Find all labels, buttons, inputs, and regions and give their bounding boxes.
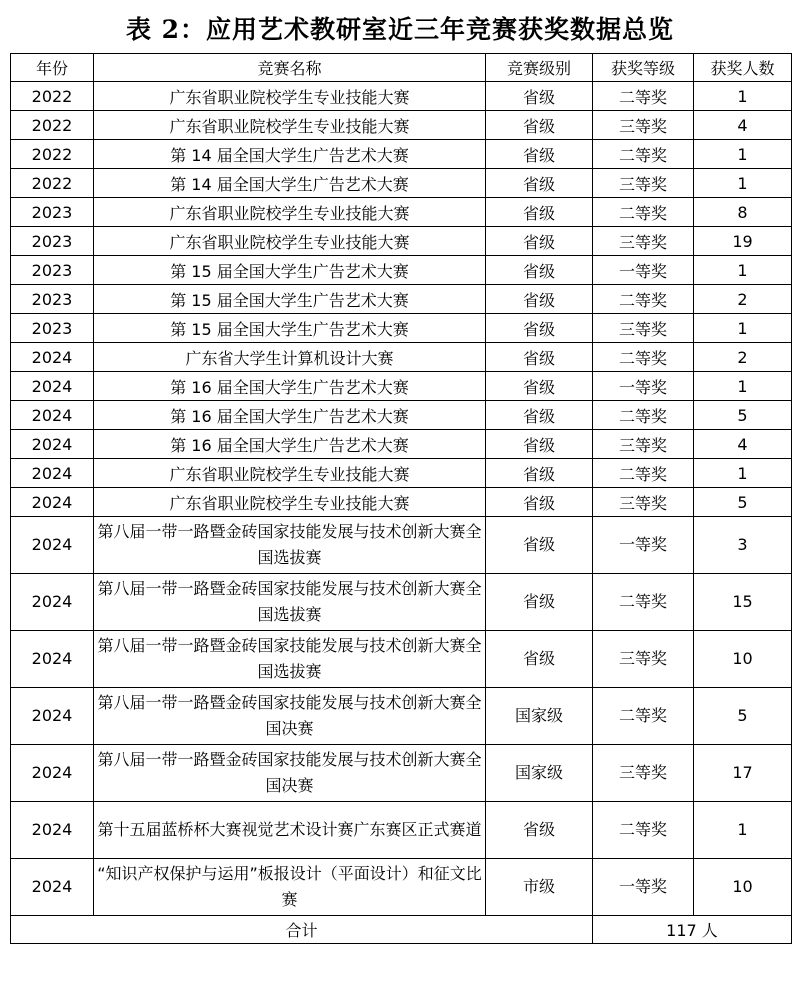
cell-count: 4 xyxy=(694,111,792,140)
cell-grade: 二等奖 xyxy=(593,82,694,111)
cell-level: 省级 xyxy=(486,401,593,430)
table-row xyxy=(11,859,792,916)
cell-name: 第八届一带一路暨金砖国家技能发展与技术创新大赛全国选拔赛 xyxy=(94,517,486,574)
cell-year: 2022 xyxy=(11,111,94,140)
cell-name: 第 15 届全国大学生广告艺术大赛 xyxy=(94,285,486,314)
cell-level: 省级 xyxy=(486,343,593,372)
cell-name: 第八届一带一路暨金砖国家技能发展与技术创新大赛全国选拔赛 xyxy=(94,631,486,688)
cell-count: 1 xyxy=(694,372,792,401)
cell-count: 2 xyxy=(694,285,792,314)
cell-year: 2022 xyxy=(11,169,94,198)
cell-year: 2024 xyxy=(11,745,94,802)
cell-count: 1 xyxy=(694,256,792,285)
cell-name: 第 14 届全国大学生广告艺术大赛 xyxy=(94,140,486,169)
cell-year: 2023 xyxy=(11,198,94,227)
table-row xyxy=(11,169,792,198)
cell-year: 2024 xyxy=(11,343,94,372)
cell-level: 省级 xyxy=(486,574,593,631)
cell-level: 省级 xyxy=(486,198,593,227)
cell-name: 第 16 届全国大学生广告艺术大赛 xyxy=(94,430,486,459)
cell-year: 2024 xyxy=(11,631,94,688)
cell-count: 2 xyxy=(694,343,792,372)
table-row xyxy=(11,227,792,256)
table-row xyxy=(11,802,792,859)
cell-name: 第 14 届全国大学生广告艺术大赛 xyxy=(94,169,486,198)
cell-level: 省级 xyxy=(486,631,593,688)
table-row xyxy=(11,198,792,227)
cell-grade: 三等奖 xyxy=(593,430,694,459)
cell-count: 10 xyxy=(694,631,792,688)
cell-year: 2024 xyxy=(11,372,94,401)
cell-name: 第十五届蓝桥杯大赛视觉艺术设计赛广东赛区正式赛道 xyxy=(94,802,486,859)
cell-count: 1 xyxy=(694,314,792,343)
cell-count: 5 xyxy=(694,688,792,745)
cell-level: 省级 xyxy=(486,488,593,517)
cell-name: 第八届一带一路暨金砖国家技能发展与技术创新大赛全国决赛 xyxy=(94,745,486,802)
cell-name: “知识产权保护与运用”板报设计（平面设计）和征文比赛 xyxy=(94,859,486,916)
table-row xyxy=(11,401,792,430)
table-row xyxy=(11,517,792,574)
awards-table xyxy=(10,53,792,944)
cell-name: 第 16 届全国大学生广告艺术大赛 xyxy=(94,372,486,401)
cell-grade: 三等奖 xyxy=(593,314,694,343)
cell-year: 2024 xyxy=(11,430,94,459)
cell-count: 4 xyxy=(694,430,792,459)
cell-count: 1 xyxy=(694,140,792,169)
cell-level: 省级 xyxy=(486,430,593,459)
cell-level: 省级 xyxy=(486,314,593,343)
cell-count: 1 xyxy=(694,82,792,111)
cell-grade: 二等奖 xyxy=(593,401,694,430)
cell-year: 2022 xyxy=(11,140,94,169)
cell-year: 2024 xyxy=(11,859,94,916)
total-value: 117 人 xyxy=(593,916,792,944)
table-row xyxy=(11,631,792,688)
cell-count: 8 xyxy=(694,198,792,227)
cell-name: 广东省职业院校学生专业技能大赛 xyxy=(94,111,486,140)
cell-count: 15 xyxy=(694,574,792,631)
cell-grade: 三等奖 xyxy=(593,631,694,688)
cell-grade: 二等奖 xyxy=(593,140,694,169)
table-row xyxy=(11,140,792,169)
table-row xyxy=(11,372,792,401)
table-row xyxy=(11,488,792,517)
table-row xyxy=(11,430,792,459)
cell-grade: 三等奖 xyxy=(593,745,694,802)
table-row xyxy=(11,688,792,745)
cell-count: 1 xyxy=(694,169,792,198)
cell-year: 2024 xyxy=(11,401,94,430)
table-row xyxy=(11,459,792,488)
header-level: 竞赛级别 xyxy=(486,54,593,82)
cell-count: 1 xyxy=(694,802,792,859)
cell-grade: 三等奖 xyxy=(593,227,694,256)
cell-level: 省级 xyxy=(486,285,593,314)
cell-name: 广东省职业院校学生专业技能大赛 xyxy=(94,488,486,517)
header-grade: 获奖等级 xyxy=(593,54,694,82)
cell-level: 省级 xyxy=(486,82,593,111)
cell-level: 省级 xyxy=(486,517,593,574)
cell-grade: 二等奖 xyxy=(593,285,694,314)
cell-count: 1 xyxy=(694,459,792,488)
cell-level: 国家级 xyxy=(486,688,593,745)
cell-count: 3 xyxy=(694,517,792,574)
table-row xyxy=(11,285,792,314)
cell-grade: 二等奖 xyxy=(593,343,694,372)
cell-level: 市级 xyxy=(486,859,593,916)
header-count: 获奖人数 xyxy=(694,54,792,82)
cell-name: 第 16 届全国大学生广告艺术大赛 xyxy=(94,401,486,430)
cell-name: 第八届一带一路暨金砖国家技能发展与技术创新大赛全国决赛 xyxy=(94,688,486,745)
cell-count: 5 xyxy=(694,401,792,430)
cell-year: 2024 xyxy=(11,574,94,631)
cell-count: 17 xyxy=(694,745,792,802)
header-row xyxy=(11,54,792,82)
cell-grade: 三等奖 xyxy=(593,111,694,140)
table-title: 表 2：应用艺术教研室近三年竞赛获奖数据总览 xyxy=(125,15,675,44)
cell-count: 19 xyxy=(694,227,792,256)
cell-year: 2023 xyxy=(11,314,94,343)
cell-year: 2024 xyxy=(11,802,94,859)
cell-year: 2024 xyxy=(11,488,94,517)
cell-year: 2024 xyxy=(11,688,94,745)
table-row xyxy=(11,745,792,802)
cell-level: 省级 xyxy=(486,256,593,285)
cell-count: 5 xyxy=(694,488,792,517)
table-row xyxy=(11,111,792,140)
cell-level: 省级 xyxy=(486,227,593,256)
cell-grade: 一等奖 xyxy=(593,372,694,401)
cell-level: 省级 xyxy=(486,459,593,488)
cell-level: 国家级 xyxy=(486,745,593,802)
cell-grade: 二等奖 xyxy=(593,688,694,745)
cell-grade: 一等奖 xyxy=(593,256,694,285)
table-row xyxy=(11,82,792,111)
cell-name: 广东省职业院校学生专业技能大赛 xyxy=(94,198,486,227)
header-year: 年份 xyxy=(11,54,94,82)
cell-name: 广东省职业院校学生专业技能大赛 xyxy=(94,82,486,111)
cell-grade: 二等奖 xyxy=(593,574,694,631)
cell-year: 2022 xyxy=(11,82,94,111)
cell-level: 省级 xyxy=(486,169,593,198)
cell-year: 2023 xyxy=(11,285,94,314)
cell-year: 2024 xyxy=(11,517,94,574)
cell-grade: 二等奖 xyxy=(593,198,694,227)
cell-year: 2024 xyxy=(11,459,94,488)
cell-level: 省级 xyxy=(486,372,593,401)
cell-name: 广东省大学生计算机设计大赛 xyxy=(94,343,486,372)
cell-level: 省级 xyxy=(486,111,593,140)
cell-grade: 二等奖 xyxy=(593,459,694,488)
header-name: 竞赛名称 xyxy=(94,54,486,82)
total-row xyxy=(11,916,792,944)
cell-name: 第八届一带一路暨金砖国家技能发展与技术创新大赛全国选拔赛 xyxy=(94,574,486,631)
cell-grade: 二等奖 xyxy=(593,802,694,859)
table-row xyxy=(11,343,792,372)
total-label: 合计 xyxy=(11,916,593,944)
cell-level: 省级 xyxy=(486,140,593,169)
cell-year: 2023 xyxy=(11,256,94,285)
cell-grade: 三等奖 xyxy=(593,488,694,517)
cell-name: 广东省职业院校学生专业技能大赛 xyxy=(94,227,486,256)
cell-name: 第 15 届全国大学生广告艺术大赛 xyxy=(94,314,486,343)
cell-level: 省级 xyxy=(486,802,593,859)
table-row xyxy=(11,314,792,343)
cell-count: 10 xyxy=(694,859,792,916)
cell-grade: 三等奖 xyxy=(593,169,694,198)
cell-grade: 一等奖 xyxy=(593,859,694,916)
table-row xyxy=(11,256,792,285)
cell-name: 广东省职业院校学生专业技能大赛 xyxy=(94,459,486,488)
table-row xyxy=(11,574,792,631)
cell-grade: 一等奖 xyxy=(593,517,694,574)
cell-year: 2023 xyxy=(11,227,94,256)
cell-name: 第 15 届全国大学生广告艺术大赛 xyxy=(94,256,486,285)
